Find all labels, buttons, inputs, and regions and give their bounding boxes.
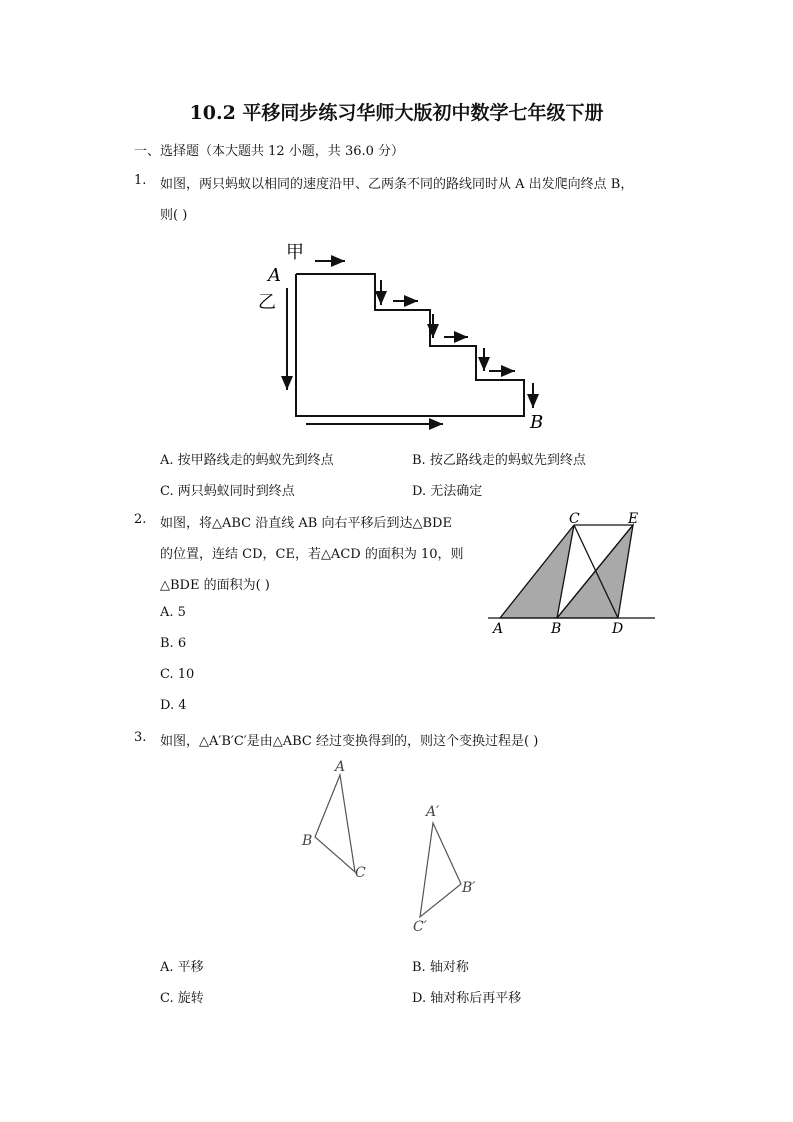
question-3-number: 3. xyxy=(134,730,147,745)
triangle-a2b2c2 xyxy=(420,823,461,917)
label-jia: 甲 xyxy=(286,242,304,263)
question-2-line-3: △BDE 的面积为( ) xyxy=(160,578,270,593)
question-2-line-2: 的位置，连结 CD，CE，若△ACD 的面积为 10，则 xyxy=(160,547,464,562)
page-title: 10.2 平移同步练习华师大版初中数学七年级下册 xyxy=(189,102,604,124)
label-point-d: D xyxy=(612,621,624,637)
question-3-option-b[interactable]: B. 轴对称 xyxy=(412,960,469,975)
question-3-option-a[interactable]: A. 平移 xyxy=(160,960,204,975)
label-point-c: C xyxy=(355,865,366,881)
label-point-a: A xyxy=(493,621,504,637)
label-point-b: B xyxy=(551,621,562,637)
label-point-a: A xyxy=(335,759,346,775)
label-point-b: B xyxy=(302,833,313,849)
label-point-a-prime: A′ xyxy=(426,804,440,820)
question-3-figure xyxy=(295,755,495,935)
triangle-acd-shaded xyxy=(500,525,574,618)
label-point-c-prime: C′ xyxy=(413,919,427,935)
label-point-a: A xyxy=(268,265,281,286)
label-point-b-prime: B′ xyxy=(462,880,476,896)
question-2-option-a[interactable]: A. 5 xyxy=(160,605,186,620)
question-3-option-c[interactable]: C. 旋转 xyxy=(160,991,204,1006)
question-1-line-1: 如图，两只蚂蚁以相同的速度沿甲、乙两条不同的路线同时从 A 出发爬向终点 B， xyxy=(160,177,634,192)
question-2-option-b[interactable]: B. 6 xyxy=(160,636,187,651)
label-point-c: C xyxy=(569,511,580,527)
question-1-figure xyxy=(250,238,550,438)
question-2-option-c[interactable]: C. 10 xyxy=(160,667,195,682)
question-1-option-d[interactable]: D. 无法确定 xyxy=(412,484,483,499)
triangle-abc xyxy=(315,775,355,872)
question-1-option-a[interactable]: A. 按甲路线走的蚂蚁先到终点 xyxy=(160,453,334,468)
question-2-number: 2. xyxy=(134,512,147,527)
section-heading: 一、选择题（本大题共 12 小题，共 36.0 分） xyxy=(134,144,405,159)
label-yi: 乙 xyxy=(258,292,276,313)
question-2-figure xyxy=(483,508,658,638)
question-3-line-1: 如图，△A′B′C′是由△ABC 经过变换得到的，则这个变换过程是( ) xyxy=(160,734,539,749)
question-1-line-2: 则( ) xyxy=(160,208,188,223)
label-point-e: E xyxy=(628,511,639,527)
question-3-option-d[interactable]: D. 轴对称后再平移 xyxy=(412,991,522,1006)
question-1-number: 1. xyxy=(134,173,147,188)
route-jia-path xyxy=(296,274,524,416)
question-1-option-b[interactable]: B. 按乙路线走的蚂蚁先到终点 xyxy=(412,453,586,468)
question-1-option-c[interactable]: C. 两只蚂蚁同时到终点 xyxy=(160,484,295,499)
question-2-option-d[interactable]: D. 4 xyxy=(160,698,187,713)
question-2-line-1: 如图，将△ABC 沿直线 AB 向右平移后到达△BDE xyxy=(160,516,452,531)
label-point-b: B xyxy=(530,412,544,433)
